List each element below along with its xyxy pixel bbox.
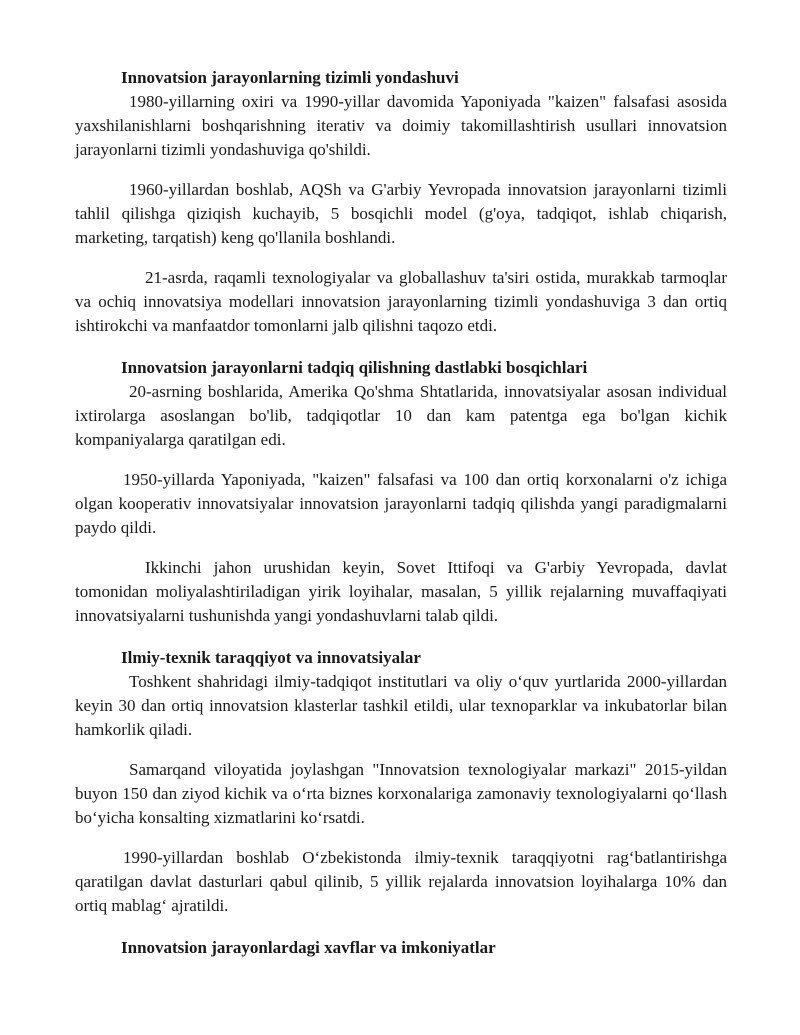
section-heading: Ilmiy-texnik taraqqiyot va innovatsiyalar [121, 648, 421, 667]
paragraph: 21-asrda, raqamli texnologiyalar va globallashuv ta'siri ostida, murakkab tarmoqlar va ochiq innovatsiya modellari innovatsion jarayonlarning tizimli yondashuviga 3 dan ortiq ishtirokchi va manfaatdor tomonlarni jalb qilishni taqozo etdi. [75, 268, 727, 335]
paragraph: Samarqand viloyatida joylashgan "Innovatsion texnologiyalar markazi" 2015-yildan buyon 150 dan ziyod kichik va o‘rta biznes korxonalariga zamonaviy texnologiyalarni qo‘llash bo‘yicha konsalting xizmatlarini ko‘rsatdi. [75, 760, 727, 827]
paragraph: 20-asrning boshlarida, Amerika Qo'shma Shtatlarida, innovatsiyalar asosan individual ixtirolarga asoslangan bo'lib, tadqiqotlar 10 dan kam patentga ega bo'lgan kichik kompaniyalarga qaratilgan edi. [75, 382, 727, 449]
document-body [75, 66, 727, 960]
section-heading: Innovatsion jarayonlarning tizimli yondashuvi [121, 68, 459, 87]
paragraph: 1950-yillarda Yaponiyada, "kaizen" falsafasi va 100 dan ortiq korxonalarni o'z ichiga olgan kooperativ innovatsiyalar innovatsion jarayonlarni tadqiq qilishda yangi paradigmalarni paydo qildi. [75, 470, 727, 537]
paragraph: 1980-yillarning oxiri va 1990-yillar davomida Yaponiyada "kaizen" falsafasi asosida yaxshilanishlarni boshqarishning iterativ va doimiy takomillashtirish usullari innovatsion jarayonlarni tizimli yondashuviga qo'shildi. [75, 92, 727, 159]
paragraph: Toshkent shahridagi ilmiy-tadqiqot institutlari va oliy o‘quv yurtlarida 2000-yillardan keyin 30 dan ortiq innovatsion klasterlar tashkil etildi, ular texnoparklar va inkubatorlar bilan hamkorlik qiladi. [75, 672, 727, 739]
paragraph: Ikkinchi jahon urushidan keyin, Sovet Ittifoqi va G'arbiy Yevropada, davlat tomonidan moliyalashtiriladigan yirik loyihalar, masalan, 5 yillik rejalarning muvaffaqiyati innovatsiyalarni tushunishda yangi yondashuvlarni talab qildi. [75, 558, 727, 625]
section-heading: Innovatsion jarayonlardagi xavflar va imkoniyatlar [121, 938, 496, 957]
paragraph: 1990-yillardan boshlab O‘zbekistonda ilmiy-texnik taraqqiyotni rag‘batlantirishga qaratilgan davlat dasturlari qabul qilinib, 5 yillik rejalarda innovatsion loyihalarga 10% dan ortiq mablag‘ ajratildi. [75, 848, 727, 915]
section-heading: Innovatsion jarayonlarni tadqiq qilishning dastlabki bosqichlari [121, 358, 588, 377]
paragraph: 1960-yillardan boshlab, AQSh va G'arbiy Yevropada innovatsion jarayonlarni tizimli tahlil qilishga qiziqish kuchayib, 5 bosqichli model (g'oya, tadqiqot, ishlab chiqarish, marketing, tarqatish) keng qo'llanila boshlandi. [75, 180, 727, 247]
